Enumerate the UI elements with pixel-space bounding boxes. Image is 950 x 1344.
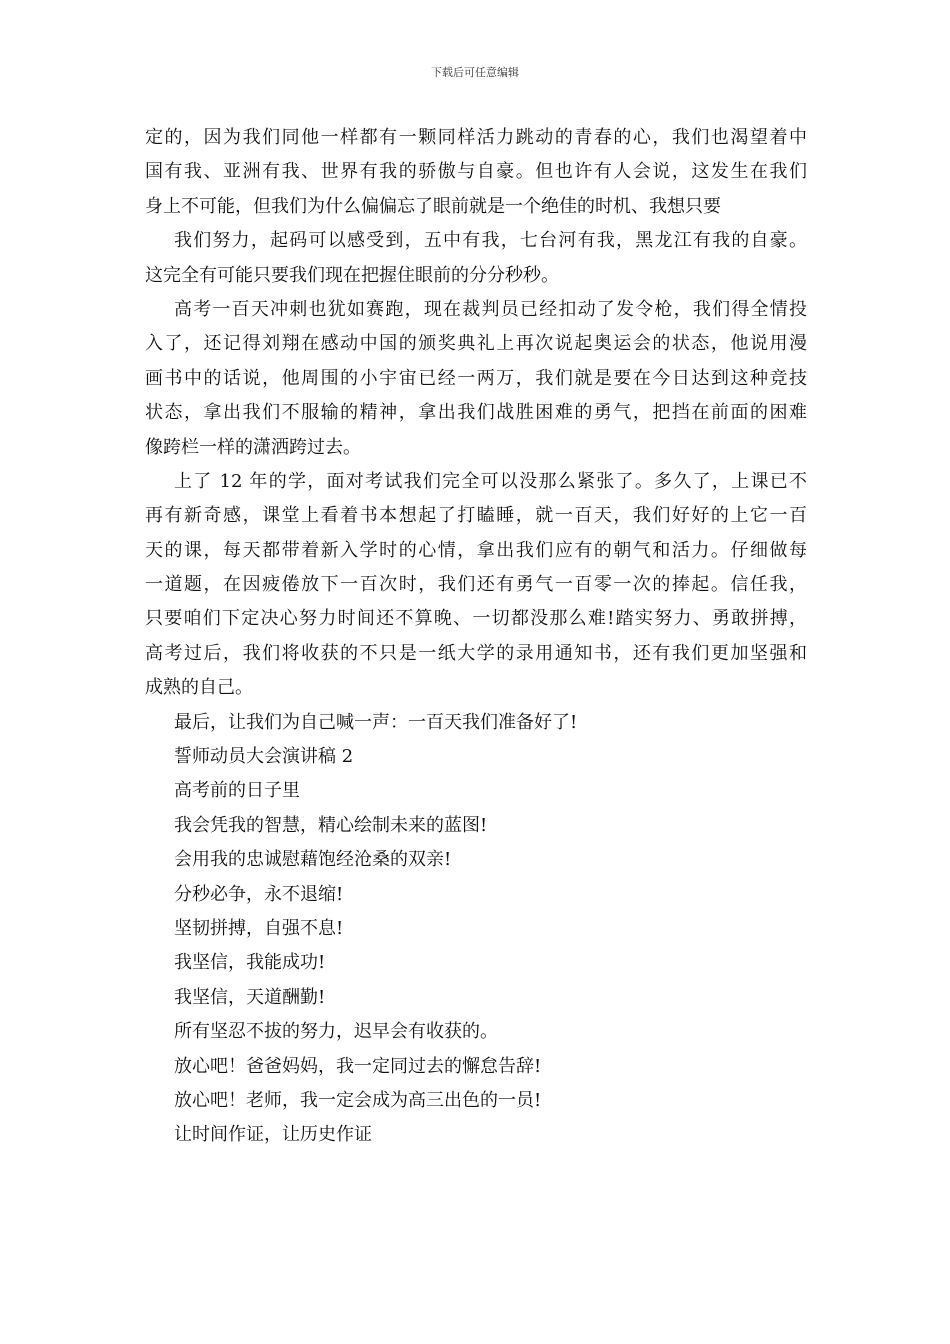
text-line: 这完全有可能只要我们现在把握住眼前的分分秒秒。 (145, 264, 559, 286)
paragraph (145, 1084, 807, 1118)
text-line: 身上不可能，但我们为什么偏偏忘了眼前就是一个绝佳的时机、我想只要 (145, 195, 721, 217)
text-line: 只要咱们下定决心努力时间还不算晚、一切都没那么难!踏实努力、勇敢拼搏， (145, 608, 807, 630)
text-line: 画书中的话说，他周围的小宇宙已经一两万，我们就是要在今日达到这种竞技 (145, 367, 807, 389)
paragraph (145, 1015, 807, 1049)
text-line: 天的课，每天都带着新入学时的心情，拿出我们应有的朝气和活力。仔细做每 (145, 539, 807, 561)
text-line: 会用我的忠诚慰藉饱经沧桑的双亲! (174, 849, 452, 871)
paragraph (145, 224, 807, 293)
text-line: 高考一百天冲刺也犹如赛跑，现在裁判员已经扣动了发令枪，我们得全情投 (174, 298, 807, 320)
paragraph (145, 843, 807, 877)
text-line: 坚韧拼搏，自强不息! (174, 917, 344, 939)
paragraph (145, 706, 807, 740)
text-line: 高考前的日子里 (174, 780, 300, 802)
page-header-note: 下载后可任意编辑 (431, 66, 519, 79)
text-line: 最后，让我们为自己喊一声：一百天我们准备好了! (174, 711, 578, 733)
paragraph (145, 809, 807, 843)
text-line: 放心吧！老师，我一定会成为高三出色的一员! (174, 1089, 542, 1111)
text-line: 我坚信，天道酬勤! (174, 986, 326, 1008)
paragraph (145, 912, 807, 946)
text-line: 高考过后，我们将收获的不只是一纸大学的录用通知书，还有我们更加坚强和 (145, 642, 807, 664)
paragraph (145, 1118, 807, 1152)
text-line: 所有坚忍不拔的努力，迟早会有收获的。 (174, 1021, 498, 1043)
text-line: 让时间作证，让历史作证 (174, 1124, 372, 1146)
paragraph (145, 293, 807, 465)
paragraph (145, 774, 807, 808)
paragraph (145, 946, 807, 980)
paragraph (145, 981, 807, 1015)
text-line: 一道题，在因疲倦放下一百次时，我们还有勇气一百零一次的捧起。信任我， (145, 574, 807, 596)
text-line: 我会凭我的智慧，精心绘制未来的蓝图! (174, 814, 488, 836)
text-line: 国有我、亚洲有我、世界有我的骄傲与自豪。但也许有人会说，这发生在我们 (145, 161, 807, 183)
paragraph (145, 878, 807, 912)
text-line: 分秒必争，永不退缩! (174, 883, 344, 905)
text-line: 誓师动员大会演讲稿 2 (174, 746, 354, 768)
text-line: 我们努力，起码可以感受到，五中有我，七台河有我，黑龙江有我的自豪。 (174, 230, 807, 252)
paragraph (145, 1050, 807, 1084)
text-line: 定的，因为我们同他一样都有一颗同样活力跳动的青春的心，我们也渴望着中 (145, 127, 807, 148)
text-line: 状态，拿出我们不服输的精神，拿出我们战胜困难的勇气，把挡在前面的困难 (145, 402, 807, 424)
text-line: 入了，还记得刘翔在感动中国的颁奖典礼上再次说起奥运会的状态，他说用漫 (145, 333, 807, 355)
text-line: 我坚信，我能成功! (174, 952, 326, 974)
paragraph (145, 740, 807, 774)
paragraph (145, 121, 807, 224)
text-line: 放心吧！爸爸妈妈，我一定同过去的懈怠告辞! (174, 1055, 542, 1077)
text-line: 上了 12 年的学，面对考试我们完全可以没那么紧张了。多久了，上课已不 (174, 470, 807, 492)
document-body (145, 121, 807, 1153)
text-line: 成熟的自己。 (145, 677, 253, 699)
text-line: 再有新奇感，课堂上看着书本想起了打瞌睡，就一百天，我们好好的上它一百 (145, 505, 807, 527)
text-line: 像跨栏一样的潇洒跨过去。 (145, 436, 361, 458)
paragraph (145, 465, 807, 706)
